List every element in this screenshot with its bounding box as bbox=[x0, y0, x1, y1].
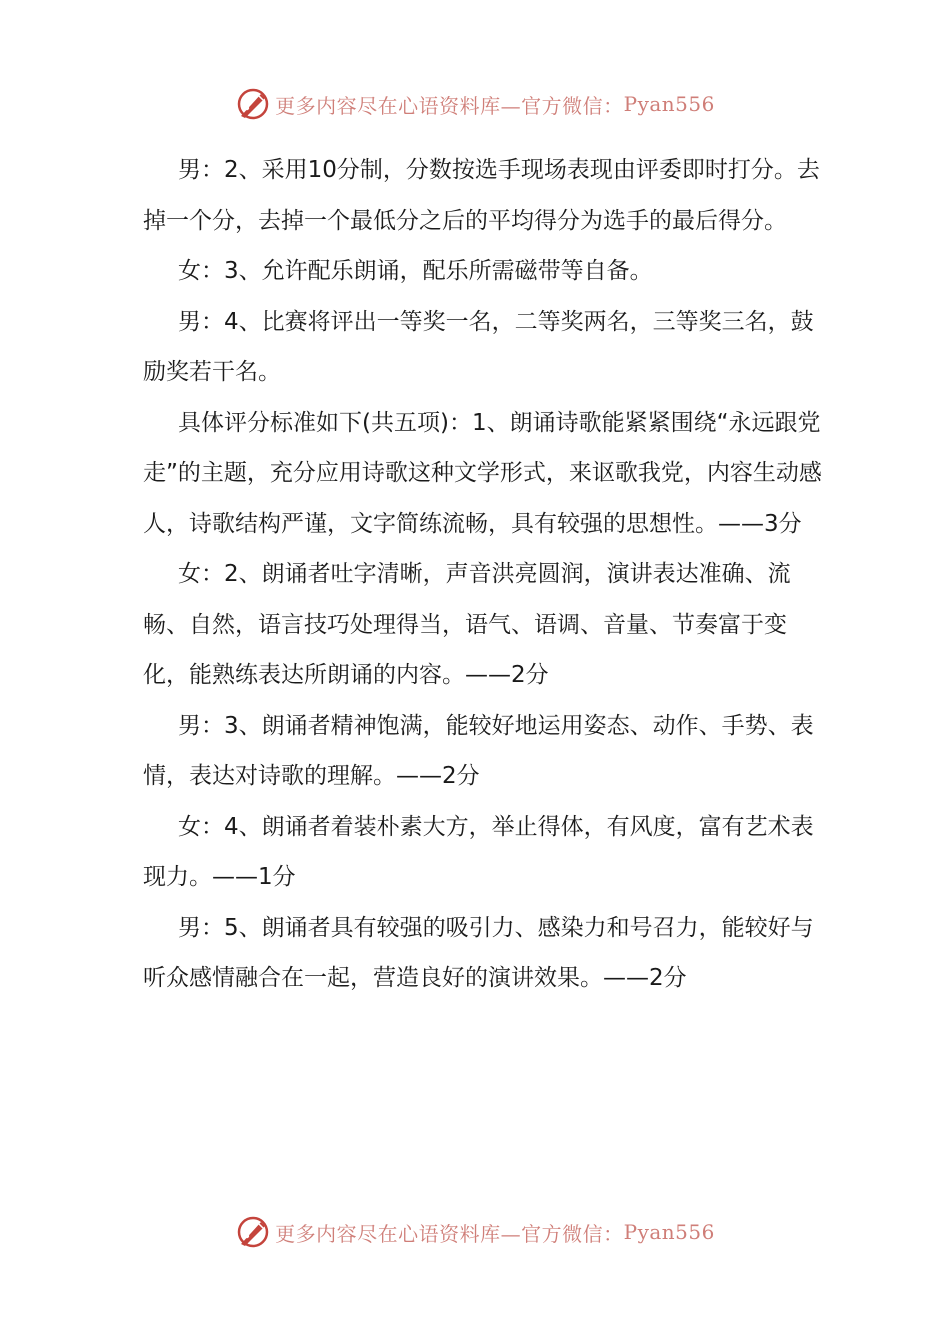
paragraph: 具体评分标准如下(共五项)：1、朗诵诗歌能紧紧围绕“永远跟党走”的主题，充分应用诗歌这种文学形式，来讴歌我党，内容生动感人，诗歌结构严谨，文字简练流畅，具有较强的思想性。——3分 bbox=[143, 409, 822, 537]
paragraph: 女：4、朗诵者着装朴素大方，举止得体，有风度，富有艺术表现力。——1分 bbox=[143, 813, 814, 890]
paragraph: 男：4、比赛将评出一等奖一名，二等奖两名，三等奖三名，鼓励奖若干名。 bbox=[143, 308, 814, 385]
pen-logo-icon bbox=[235, 86, 271, 122]
pen-logo-icon bbox=[235, 1214, 271, 1250]
paragraph: 男：2、采用10分制，分数按选手现场表现由评委即时打分。去掉一个分，去掉一个最低分之后的平均得分为选手的最后得分。 bbox=[143, 157, 820, 234]
header-banner-text: 更多内容尽在心语资料库—官方微信： bbox=[275, 93, 624, 118]
footer-banner-account: Pyan556 bbox=[623, 1220, 715, 1244]
footer-banner-text: 更多内容尽在心语资料库—官方微信： bbox=[275, 1221, 624, 1246]
paragraph: 女：2、朗诵者吐字清晰，声音洪亮圆润，演讲表达准确、流畅、自然，语言技巧处理得当，语气、语调、音量、节奏富于变化，能熟练表达所朗诵的内容。——2分 bbox=[143, 561, 791, 688]
paragraph: 女：3、允许配乐朗诵，配乐所需磁带等自备。 bbox=[178, 258, 653, 284]
footer-banner bbox=[0, 1210, 950, 1254]
document-body bbox=[143, 145, 823, 1004]
header-banner bbox=[0, 82, 950, 126]
paragraph: 男：5、朗诵者具有较强的吸引力、感染力和号召力，能较好与听众感情融合在一起，营造良好的演讲效果。——2分 bbox=[143, 914, 814, 991]
header-banner-account: Pyan556 bbox=[623, 92, 715, 116]
paragraph: 男：3、朗诵者精神饱满，能较好地运用姿态、动作、手势、表情，表达对诗歌的理解。——2分 bbox=[143, 712, 814, 789]
